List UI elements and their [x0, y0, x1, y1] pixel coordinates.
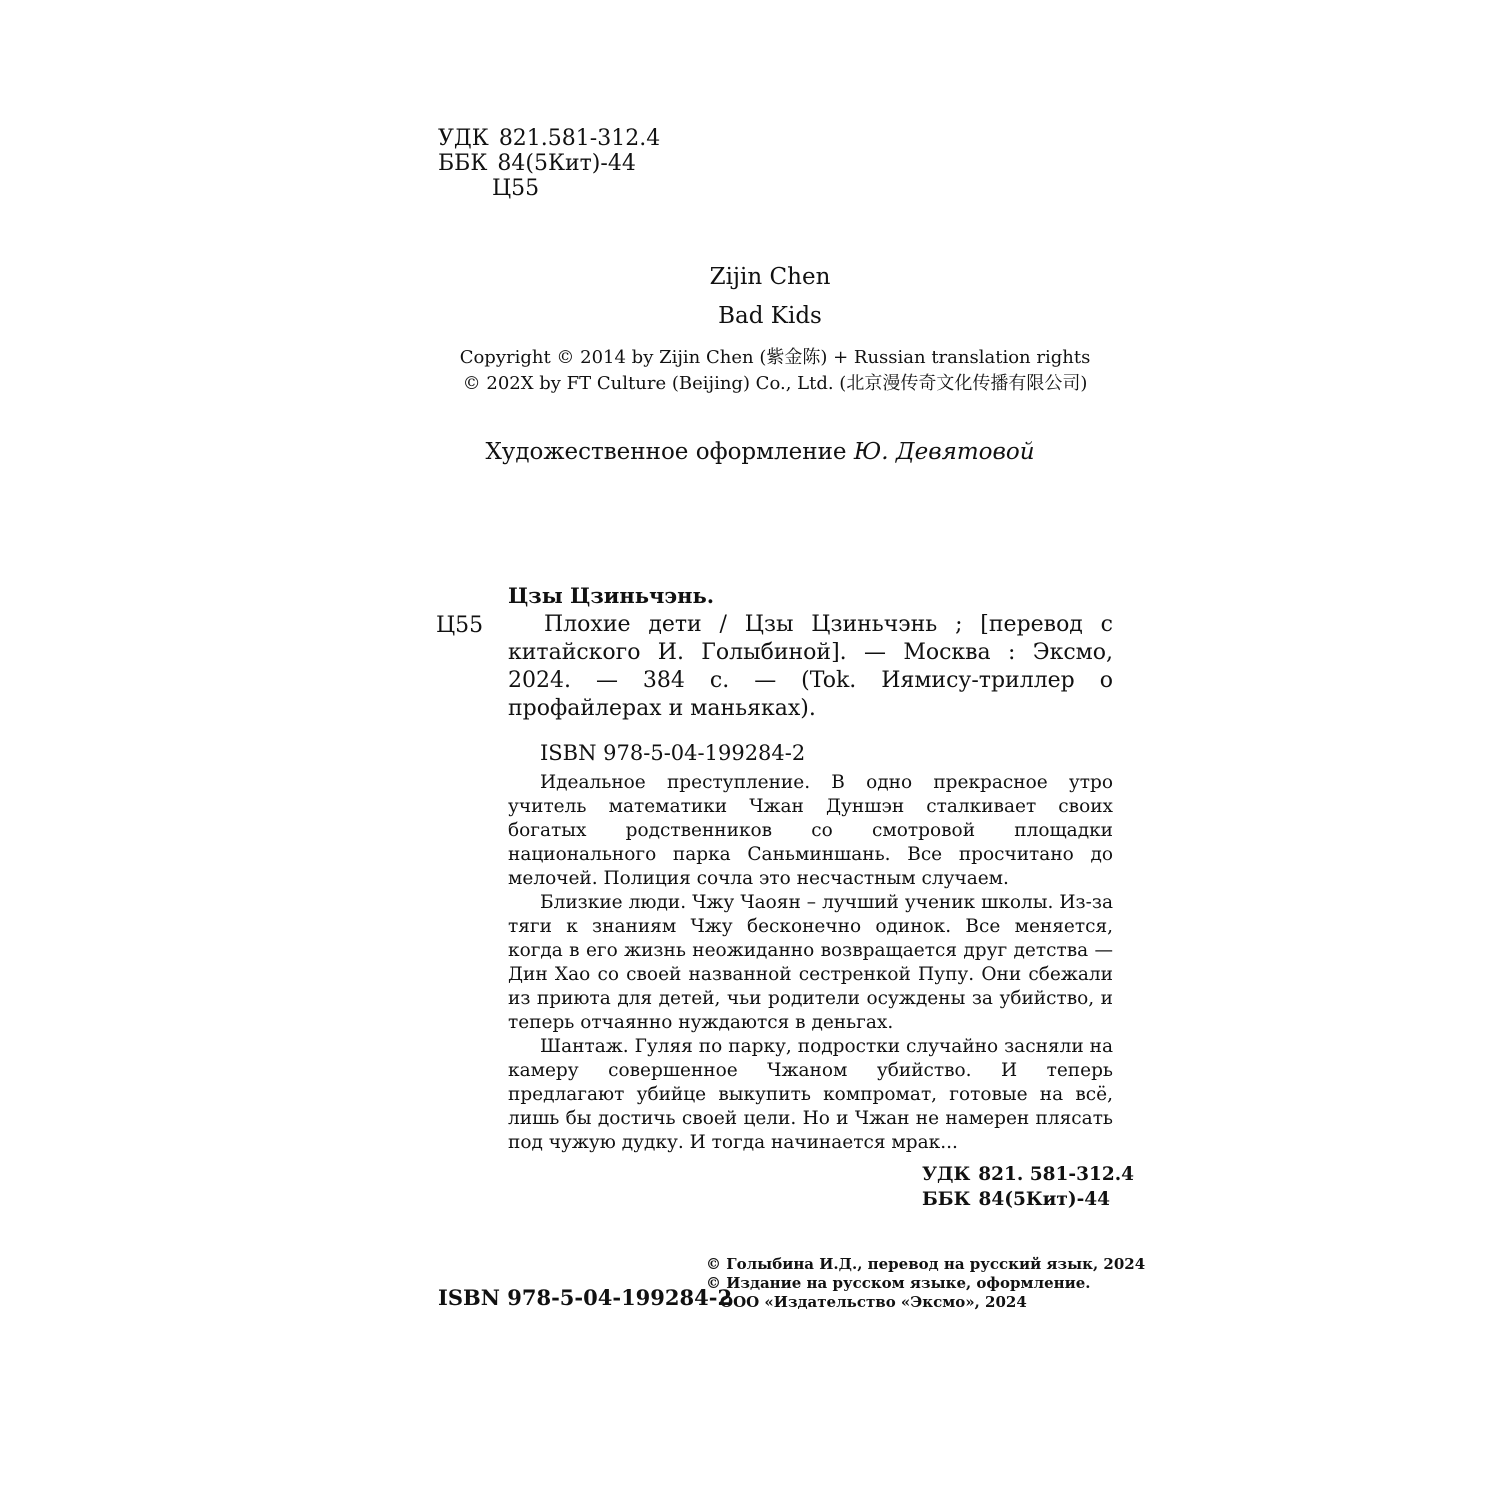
- bottom-isbn: ISBN 978-5-04-199284-2: [438, 1285, 733, 1310]
- footer-bbk-value: 84(5Кит)-44: [978, 1189, 1111, 1210]
- designer-name: Ю. Девятовой: [853, 439, 1035, 465]
- catalog-description-text: Плохие дети / Цзы Цзиньчэнь ; [перевод с китайского И. Голыбиной]. — Москва : Эксмо, 2024. — 384 с. — (Tok. Иямису-триллер о профайлерах и маньяках).: [508, 612, 1113, 721]
- bbk-value: 84(5Кит)-44: [497, 151, 636, 176]
- footer-udk-value: 821. 581-312.4: [978, 1164, 1135, 1185]
- design-label: Художественное оформление: [485, 439, 847, 465]
- bbk-label: ББК: [438, 151, 488, 176]
- original-title: Bad Kids: [718, 303, 822, 329]
- catalog-description: [508, 611, 1113, 723]
- original-author: Zijin Chen: [709, 264, 831, 290]
- bbk-row: [438, 151, 660, 176]
- udk-label: УДК: [438, 126, 489, 151]
- copyright-block: [440, 345, 1110, 397]
- bottom-copyright: [706, 1255, 1145, 1312]
- design-credit: [440, 439, 1080, 465]
- footer-udk-label: УДК: [922, 1164, 971, 1185]
- catalog-author-heading: Цзы Цзиньчэнь.: [508, 583, 715, 608]
- author-sign: Ц55: [492, 176, 540, 201]
- classification-codes: [438, 126, 660, 201]
- footer-bbk-row: [922, 1187, 1134, 1212]
- catalog-isbn: ISBN 978-5-04-199284-2: [540, 741, 806, 765]
- footer-udk-row: [922, 1162, 1134, 1187]
- catalog-sign: Ц55: [436, 613, 484, 638]
- copy-edition: © Издание на русском языке, оформление.: [706, 1274, 1091, 1292]
- copyright-line-1: Copyright © 2014 by Zijin Chen (紫金陈) + Russian translation rights: [459, 347, 1091, 368]
- copy-translation: © Голыбина И.Д., перевод на русский язык, 2024: [706, 1255, 1146, 1273]
- footer-bbk-label: ББК: [922, 1189, 971, 1210]
- copy-publisher: ООО «Издательство «Эксмо», 2024: [720, 1293, 1027, 1311]
- annotation-paragraph-2: Близкие люди. Чжу Чаоян – лучший ученик школы. Из-за тяги к знаниям Чжу бесконечно одинок. Все меняется, когда в его жизнь неожиданно возвращается друг детства — Дин Хао со своей названной сестренкой Пупу. Они сбежали из приюта для детей, чьи родители осуждены за убийство, и теперь отчаянно нуждаются в деньгах.: [508, 892, 1113, 1033]
- annotation-paragraph-3: Шантаж. Гуляя по парку, подростки случайно засняли на камеру совершенное Чжаном убийство. И теперь предлагают убийце выкупить компромат, готовые на всё, лишь бы достичь своей цели. Но и Чжан не намерен плясать под чужую дудку. И тогда начинается мрак...: [508, 1036, 1113, 1153]
- copyright-line-2: © 202X by FT Culture (Beijing) Co., Ltd. (北京漫传奇文化传播有限公司): [462, 373, 1088, 394]
- footer-codes: [922, 1162, 1134, 1212]
- udk-row: [438, 126, 660, 151]
- annotation-paragraph-1: Идеальное преступление. В одно прекрасное утро учитель математики Чжан Дуншэн сталкивает своих богатых родственников со смотровой площадки национального парка Саньминшань. Все просчитано до мелочей. Полиция сочла это несчастным случаем.: [508, 772, 1113, 889]
- udk-value: 821.581-312.4: [498, 126, 661, 151]
- annotation: [508, 771, 1113, 1155]
